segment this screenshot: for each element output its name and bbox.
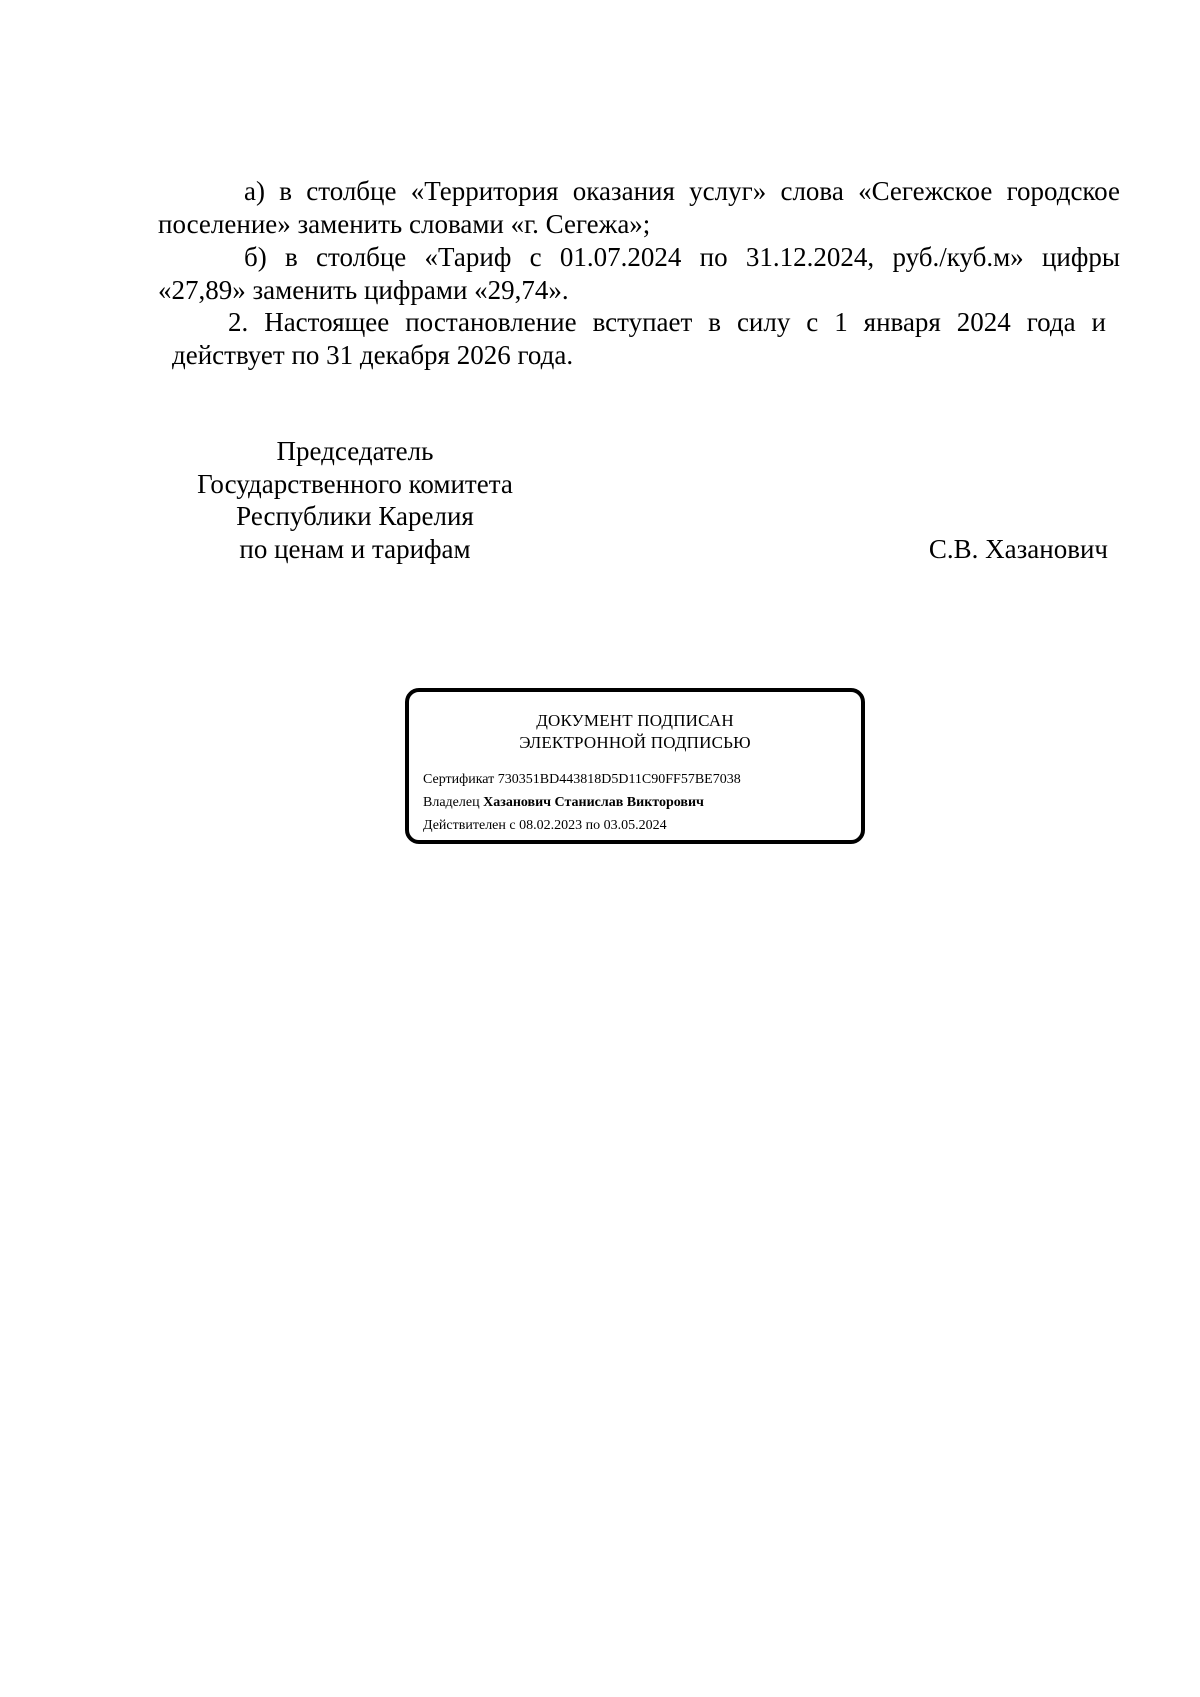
- valid-from: 08.02.2023: [519, 818, 583, 833]
- certificate-value: 730351BD443818D5D11C90FF57BE7038: [497, 772, 741, 787]
- valid-to: 03.05.2024: [603, 818, 667, 833]
- certificate-label: Сертификат: [423, 772, 495, 787]
- signatory-name: С.В. Хазанович: [928, 534, 1108, 564]
- stamp-owner: [423, 793, 704, 813]
- item-a-line1: а) в столбце «Территория оказания услуг» слова «Сегежское городское: [244, 176, 1120, 206]
- signatory-title-line2: Государственного комитета: [197, 469, 513, 499]
- signatory-title-line1: Председатель: [276, 436, 434, 466]
- item-2-line2: действует по 31 декабря 2026 года.: [172, 340, 574, 370]
- valid-to-label: по: [585, 818, 601, 833]
- valid-label: Действителен с: [423, 818, 516, 833]
- item-2-line1: 2. Настоящее постановление вступает в силу с 1 января 2024 года и: [228, 307, 1106, 337]
- stamp-validity: [423, 816, 667, 836]
- stamp-heading-line2: ЭЛЕКТРОННОЙ ПОДПИСЬЮ: [519, 733, 751, 752]
- owner-label: Владелец: [423, 795, 480, 810]
- e-signature-stamp: [405, 688, 865, 844]
- signatory-title-line3: Республики Карелия: [236, 501, 474, 531]
- item-a-line2: поселение» заменить словами «г. Сегежа»;: [158, 209, 651, 239]
- item-b-line1: б) в столбце «Тариф с 01.07.2024 по 31.12.2024, руб./куб.м» цифры: [244, 242, 1120, 272]
- stamp-certificate: [423, 770, 741, 790]
- signatory-title-line4: по ценам и тарифам: [239, 534, 471, 564]
- stamp-heading-line1: ДОКУМЕНТ ПОДПИСАН: [536, 711, 734, 730]
- item-b-line2: «27,89» заменить цифрами «29,74».: [158, 275, 569, 305]
- owner-value: Хазанович Станислав Викторович: [483, 795, 704, 810]
